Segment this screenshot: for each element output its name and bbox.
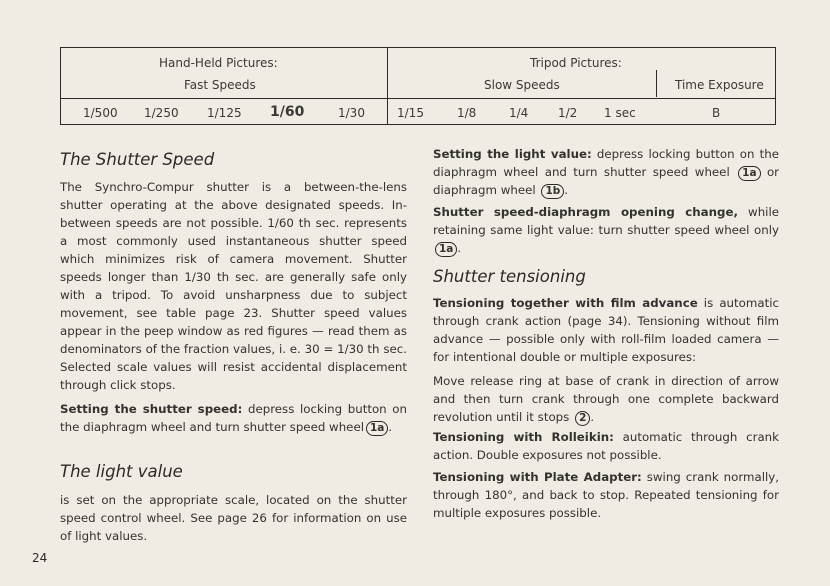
figure-ref-circle: 1a <box>738 166 760 181</box>
paragraph-text: depress locking button on the diaphragm wheel and turn shutter speed wheel <box>60 402 407 434</box>
figure-ref-circle: 1a <box>435 242 457 257</box>
right-column <box>433 147 780 522</box>
speed-value-highlighted: 1/60 <box>270 104 305 120</box>
heading-light-value: The light value <box>60 462 183 481</box>
speed-value: 1/30 <box>338 106 365 120</box>
speed-value: 1/4 <box>509 106 529 120</box>
handheld-subtitle: Fast Speeds <box>184 78 256 92</box>
speed-diaphragm-paragraph: Shutter speed-diaphragm opening change, while retaining same light value: turn shutter speed wheel only 1a . <box>433 205 779 255</box>
tripod-title: Tripod Pictures: <box>530 56 622 70</box>
paragraph-label: Setting the light value: <box>433 147 592 161</box>
speed-value: 1/500 <box>83 106 118 120</box>
speed-value: 1 sec <box>604 106 636 120</box>
shutter-speed-table <box>60 47 776 125</box>
setting-shutter-paragraph: Setting the shutter speed: depress locking button on the diaphragm wheel and turn shutter speed wheel 1a . <box>60 402 407 434</box>
tripod-subtitle: Slow Speeds <box>484 78 560 92</box>
setting-light-paragraph: Setting the light value: depress locking button on the diaphragm wheel and turn shutter speed wheel 1a or diaphragm wheel 1b . <box>433 147 780 197</box>
paragraph-text: Move release ring at base of crank in direction of arrow and then turn crank through one complete backward revolution until it stops <box>433 374 779 424</box>
table-divider-horizontal <box>61 98 775 99</box>
paragraph-label: Setting the shutter speed: <box>60 402 243 416</box>
paragraph-text: automatic through crank action. Double exposures not possible. <box>433 430 779 462</box>
heading-shutter-tensioning: Shutter tensioning <box>433 267 586 286</box>
speed-value: 1/15 <box>397 106 424 120</box>
speed-value: 1/250 <box>144 106 179 120</box>
speed-value: B <box>712 106 721 120</box>
figure-ref-circle: 2 <box>575 411 590 426</box>
paragraph-text: while retaining same light value: turn shutter speed wheel only <box>433 205 779 237</box>
paragraph-text: swing crank normally, through 180°, and back to stop. Repeated tensioning for multiple exposures possible. <box>433 470 779 520</box>
left-column <box>60 150 407 545</box>
paragraph-label: Tensioning together with film advance <box>433 296 698 310</box>
tensioning-film-advance-paragraph <box>433 294 779 366</box>
heading-shutter-speed: The Shutter Speed <box>60 150 215 169</box>
table-divider-vertical <box>656 70 657 97</box>
table-divider-vertical <box>387 48 388 124</box>
speed-value: 1/8 <box>457 106 477 120</box>
light-value-paragraph: is set on the appropriate scale, located on the shutter speed control wheel. See page 26 for information on use of light values. <box>60 493 407 543</box>
paragraph-label: Shutter speed-diaphragm opening change, <box>433 205 738 219</box>
speed-value: 1/125 <box>207 106 242 120</box>
figure-ref-circle: 1b <box>541 184 564 199</box>
release-ring-paragraph: Move release ring at base of crank in direction of arrow and then turn crank through one complete backward revolution until it stops 2 . <box>433 374 779 424</box>
time-exposure-title: Time Exposure <box>675 78 764 92</box>
page-number: 24 <box>32 551 48 565</box>
handheld-title: Hand-Held Pictures: <box>159 56 278 70</box>
paragraph-label: Tensioning with Rolleikin: <box>433 430 614 444</box>
plate-adapter-paragraph <box>433 468 779 522</box>
paragraph-text: depress locking button on the diaphragm wheel and turn shutter speed wheel <box>433 147 779 179</box>
speed-value: 1/2 <box>558 106 578 120</box>
paragraph-label: Tensioning with Plate Adapter: <box>433 470 642 484</box>
paragraph-text: is automatic through crank action (page 34). Tensioning without film advance — possible only with roll-film loaded camera — for intentional double or multiple exposures: <box>433 296 779 364</box>
paragraph-text: or diaphragm wheel <box>433 165 780 197</box>
shutter-speed-paragraph: The Synchro-Compur shutter is a between-the-lens shutter operating at the above designated speeds. In-between speeds are not possible. 1/60 th sec. represents a most commonly used instantaneous shutter speed which minimizes risk of camera movement. Shutter speeds longer than 1/30 th sec. are generally safe only with a tripod. To avoid unsharpness due to subject movement, see table page 23. Shutter speed values appear in the peep window as red figures — read them as denominators of the fraction values, i. e. 30 = 1/30 th sec. Selected scale values will resist accidental displacement through click stops. <box>60 180 407 392</box>
rolleikin-paragraph <box>433 428 779 464</box>
figure-ref-circle: 1a <box>366 421 388 436</box>
